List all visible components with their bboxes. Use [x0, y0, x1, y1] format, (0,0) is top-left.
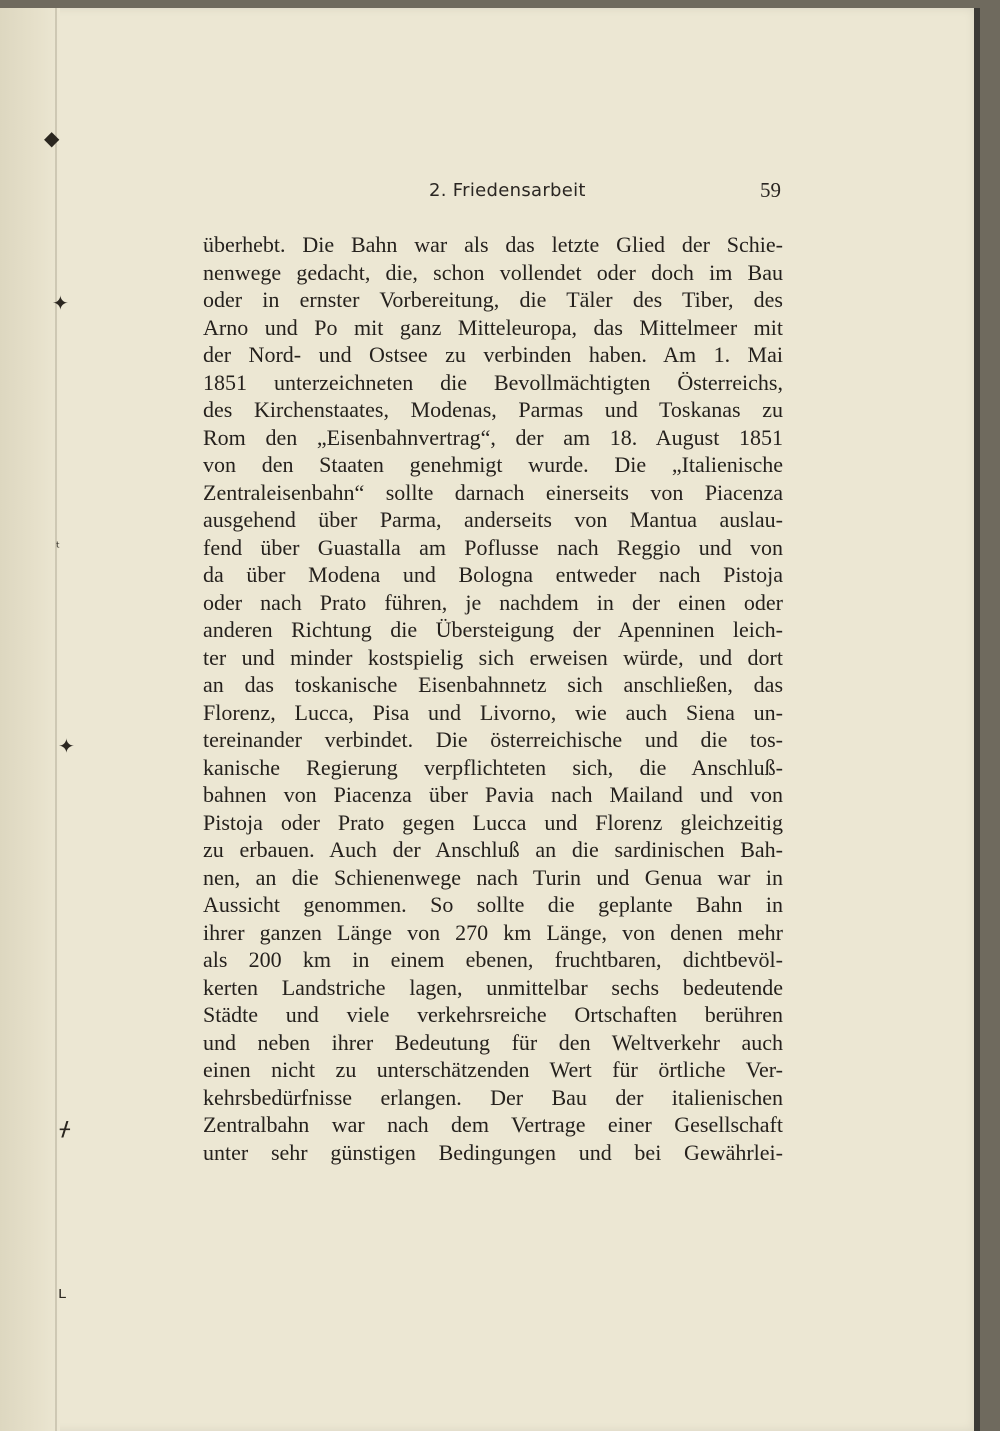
text-line: Rom den „Eisenbahnvertrag“, der am 18. August 1851 [203, 424, 783, 450]
binding-thread-mark: ✦ [58, 734, 75, 758]
text-line: Zentraleisenbahn“ sollte darnach einerseits von Piacenza [203, 479, 783, 505]
page-gutter [0, 8, 60, 1431]
text-line: Florenz, Lucca, Pisa und Livorno, wie auch Siena un- [203, 699, 783, 725]
text-line: kanische Regierung verpflichteten sich, die Anschluß- [203, 754, 783, 780]
text-line: nenwege gedacht, die, schon vollendet oder doch im Bau [203, 259, 783, 285]
text-line: ihrer ganzen Länge von 270 km Länge, von denen mehr [203, 919, 783, 945]
text-line: an das toskanische Eisenbahnnetz sich anschließen, das [203, 672, 783, 697]
text-line: Städte und viele verkehrsreiche Ortschaften berühren [203, 1002, 783, 1027]
section-title: 2. Friedensarbeit [429, 180, 586, 201]
text-line: Pistoja oder Prato gegen Lucca und Florenz gleichzeitig [203, 809, 783, 835]
text-line: zu erbauen. Auch der Anschluß an die sardinischen Bah- [203, 837, 783, 862]
binding-thread-mark: ʟ [58, 1283, 67, 1302]
binding-thread-mark: ✦ [52, 291, 69, 315]
text-line: bahnen von Piacenza über Pavia nach Mailand und von [203, 782, 783, 807]
text-line: einen nicht zu unterschätzenden Wert für örtliche Ver- [203, 1057, 783, 1082]
text-line: Aussicht genommen. So sollte die geplante Bahn in [203, 892, 783, 917]
running-header [203, 178, 781, 206]
text-line: 1851 unterzeichneten die Bevollmächtigten Österreichs, [203, 369, 783, 395]
binding-thread-mark: ᵗ [56, 540, 61, 556]
binding-thread-mark: ◆ [44, 126, 60, 150]
text-line: kerten Landstriche lagen, unmittelbar sechs bedeutende [203, 974, 783, 1000]
text-line: der Nord- und Ostsee zu verbinden haben. Am 1. Mai [203, 342, 783, 367]
text-line: ausgehend über Parma, anderseits von Mantua auslau- [203, 507, 783, 532]
text-line: von den Staaten genehmigt wurde. Die „Italienische [203, 452, 783, 477]
text-line: da über Modena und Bologna entweder nach Pistoja [203, 562, 783, 587]
text-line: oder in ernster Vorbereitung, die Täler des Tiber, des [203, 287, 783, 312]
page-edge-shadow [974, 8, 980, 1431]
body-text [203, 231, 783, 1166]
text-line: überhebt. Die Bahn war als das letzte Glied der Schie- [203, 232, 783, 257]
text-line: Zentralbahn war nach dem Vertrage einer Gesellschaft [203, 1112, 783, 1137]
text-line: und neben ihrer Bedeutung für den Weltverkehr auch [203, 1029, 783, 1055]
text-line: Arno und Po mit ganz Mitteleuropa, das Mittelmeer mit [203, 314, 783, 340]
page-number: 59 [760, 178, 781, 202]
text-line: als 200 km in einem ebenen, fruchtbaren, dichtbevöl- [203, 947, 783, 972]
text-line: tereinander verbindet. Die österreichische und die tos- [203, 727, 783, 752]
text-line: anderen Richtung die Übersteigung der Apenninen leich- [203, 617, 783, 642]
text-line: kehrsbedürfnisse erlangen. Der Bau der italienischen [203, 1084, 783, 1110]
text-line: oder nach Prato führen, je nachdem in der einen oder [203, 589, 783, 615]
text-line: unter sehr günstigen Bedingungen und bei Gewährlei- [203, 1139, 783, 1165]
binding-fold [55, 8, 57, 1431]
text-line: ter und minder kostspielig sich erweisen würde, und dort [203, 644, 783, 670]
text-line: des Kirchenstaates, Modenas, Parmas und Toskanas zu [203, 397, 783, 422]
text-line: nen, an die Schienenwege nach Turin und Genua war in [203, 864, 783, 890]
text-line: fend über Guastalla am Poflusse nach Reggio und von [203, 534, 783, 560]
binding-thread-mark: ᚋ [60, 1116, 70, 1140]
